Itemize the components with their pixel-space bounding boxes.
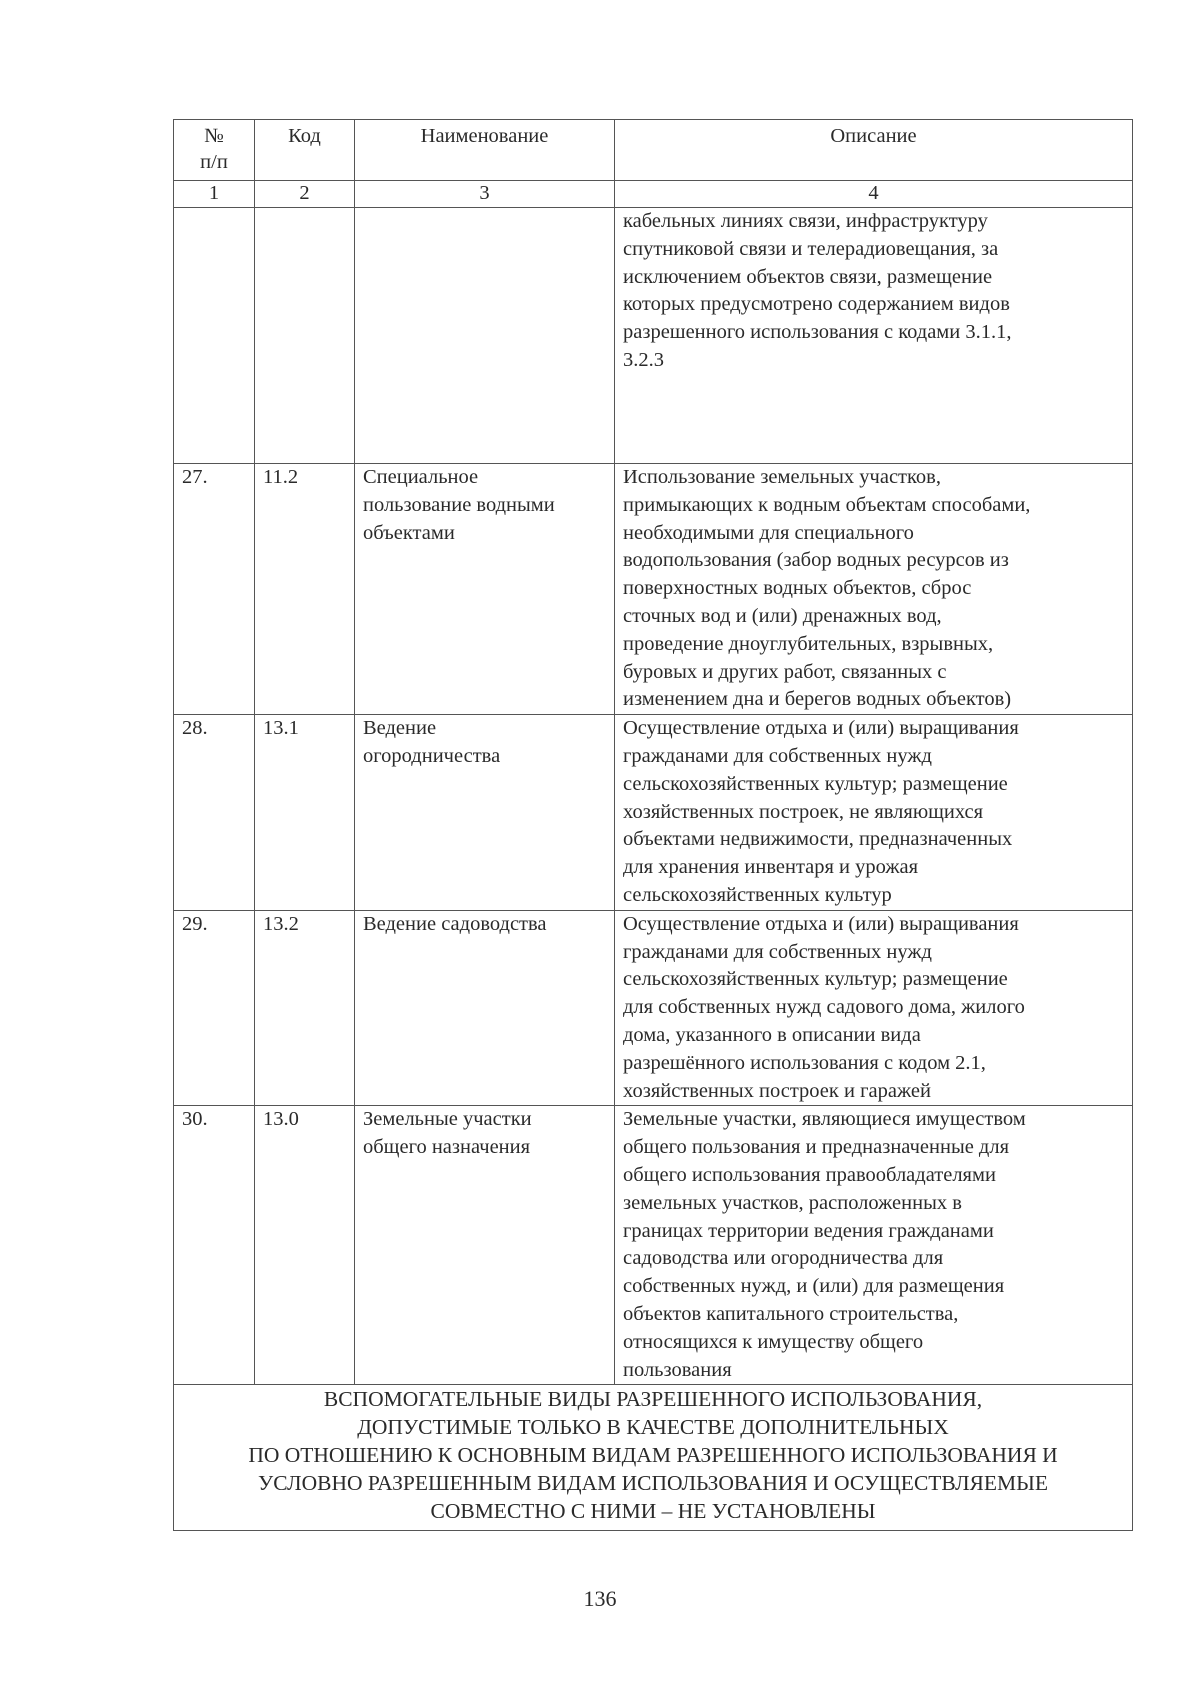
row-description-line: земельных участков, расположенных в xyxy=(623,1191,962,1214)
row-name-line: пользование водными xyxy=(363,493,555,516)
table-row xyxy=(174,208,1133,464)
row-code: 13.2 xyxy=(255,910,355,1106)
row-name xyxy=(355,715,615,911)
row-description-line: водопользования (забор водных ресурсов из xyxy=(623,549,1009,572)
row-code: 11.2 xyxy=(255,464,355,715)
row-number: 28. xyxy=(174,715,255,911)
row-description-line: проведение дноуглубительных, взрывных, xyxy=(623,632,994,655)
page-number: 136 xyxy=(583,1586,617,1611)
row-description-line: примыкающих к водным объектам способами, xyxy=(623,493,1031,516)
land-use-table xyxy=(173,119,1133,1531)
row-description-line: хозяйственных построек, не являющихся xyxy=(623,800,984,823)
row-name-line: огородничества xyxy=(363,744,501,767)
footer-line: СОВМЕСТНО С НИМИ – НЕ УСТАНОВЛЕНЫ xyxy=(430,1499,876,1524)
row-description xyxy=(615,715,1133,911)
row-description-line: садоводства или огородничества для xyxy=(623,1247,944,1270)
table-row xyxy=(174,464,1133,715)
table-row xyxy=(174,910,1133,1106)
row-description-line: хозяйственных построек и гаражей xyxy=(623,1079,931,1102)
row-name xyxy=(355,910,615,1106)
table-row xyxy=(174,1106,1133,1385)
row-name-line: Земельные участки xyxy=(363,1108,532,1131)
row-description-line: собственных нужд, и (или) для размещения xyxy=(623,1275,1005,1298)
footer-row xyxy=(174,1385,1133,1531)
row-description-line: относящихся к имуществу общего xyxy=(623,1330,924,1353)
row-description-line: общего использования правообладателями xyxy=(623,1163,996,1186)
row-name-line: общего назначения xyxy=(363,1136,531,1159)
row-name-line: Специальное xyxy=(363,466,479,488)
row-description-line: для хранения инвентаря и урожая xyxy=(623,856,919,879)
row-code: 13.0 xyxy=(255,1106,355,1385)
row-description xyxy=(615,464,1133,715)
row-description-line: гражданами для собственных нужд xyxy=(623,940,932,963)
row-description-line: сельскохозяйственных культур; размещение xyxy=(623,772,1008,795)
column-number: 2 xyxy=(255,181,355,208)
row-description-line: Осуществление отдыха и (или) выращивания xyxy=(623,912,1019,935)
row-description-line: дома, указанного в описании вида xyxy=(623,1023,921,1046)
row-description xyxy=(615,910,1133,1106)
row-description-line: кабельных линиях связи, инфраструктуру xyxy=(623,210,988,232)
row-description-line: Осуществление отдыха и (или) выращивания xyxy=(623,717,1019,740)
row-description-line: буровых и других работ, связанных с xyxy=(623,660,947,683)
footer-line: УСЛОВНО РАЗРЕШЕННЫМ ВИДАМ ИСПОЛЬЗОВАНИЯ И ОСУЩЕСТВЛЯЕМЫЕ xyxy=(257,1471,1048,1496)
row-description-line: которых предусмотрено содержанием видов xyxy=(623,293,1010,316)
row-description-line: сельскохозяйственных культур xyxy=(623,883,892,906)
row-name-line: Ведение садоводства xyxy=(363,912,547,935)
row-name-line: Ведение xyxy=(363,717,437,740)
row-description xyxy=(615,208,1133,464)
row-description-line: общего пользования и предназначенные для xyxy=(623,1136,1010,1159)
table-header-row xyxy=(174,120,1133,181)
row-number: 27. xyxy=(174,464,255,715)
row-description-line: исключением объектов связи, размещение xyxy=(623,265,993,288)
header-description: Описание xyxy=(615,120,1133,181)
row-description-line: пользования xyxy=(623,1358,732,1381)
row-name xyxy=(355,1106,615,1385)
row-description-line: разрешённого использования с кодом 2.1, xyxy=(623,1051,986,1074)
footer-line: ВСПОМОГАТЕЛЬНЫЕ ВИДЫ РАЗРЕШЕННОГО ИСПОЛЬЗОВАНИЯ, xyxy=(323,1387,983,1412)
row-description-line: сельскохозяйственных культур; размещение xyxy=(623,968,1008,991)
column-number-row xyxy=(174,181,1133,208)
column-number: 4 xyxy=(615,181,1133,208)
row-description-line: гражданами для собственных нужд xyxy=(623,744,932,767)
row-number: 29. xyxy=(174,910,255,1106)
row-name xyxy=(355,464,615,715)
footer-line: ДОПУСТИМЫЕ ТОЛЬКО В КАЧЕСТВЕ ДОПОЛНИТЕЛЬНЫХ xyxy=(357,1415,949,1440)
row-description-line: разрешенного использования с кодами 3.1.1, xyxy=(623,321,1012,344)
row-code: 13.1 xyxy=(255,715,355,911)
table-row xyxy=(174,715,1133,911)
row-name-line: объектами xyxy=(363,521,455,544)
row-description-line: объектами недвижимости, предназначенных xyxy=(623,828,1013,851)
row-description-line: для собственных нужд садового дома, жилого xyxy=(623,996,1025,1019)
row-description-line: спутниковой связи и телерадиовещания, за xyxy=(623,237,999,260)
row-description-line: Земельные участки, являющиеся имуществом xyxy=(623,1108,1026,1131)
header-name: Наименование xyxy=(355,120,615,181)
row-description-line: Использование земельных участков, xyxy=(623,466,941,488)
row-number: 30. xyxy=(174,1106,255,1385)
row-description xyxy=(615,1106,1133,1385)
row-description-line: изменением дна и берегов водных объектов) xyxy=(623,688,1012,711)
footer-note xyxy=(174,1385,1133,1531)
row-description-line: необходимыми для специального xyxy=(623,521,914,544)
row-code xyxy=(255,208,355,464)
row-description-line: 3.2.3 xyxy=(623,348,664,371)
row-description-line: сточных вод и (или) дренажных вод, xyxy=(623,604,942,627)
footer-line: ПО ОТНОШЕНИЮ К ОСНОВНЫМ ВИДАМ РАЗРЕШЕННОГО ИСПОЛЬЗОВАНИЯ И xyxy=(248,1443,1058,1468)
row-description-line: границах территории ведения гражданами xyxy=(623,1219,994,1242)
column-number: 3 xyxy=(355,181,615,208)
row-description-line: поверхностных водных объектов, сброс xyxy=(623,577,972,600)
row-description-line: объектов капитального строительства, xyxy=(623,1302,959,1325)
row-name xyxy=(355,208,615,464)
header-num xyxy=(174,120,255,181)
column-number: 1 xyxy=(174,181,255,208)
row-number xyxy=(174,208,255,464)
header-code: Код xyxy=(255,120,355,181)
header-num-text: № п/п xyxy=(200,125,228,173)
